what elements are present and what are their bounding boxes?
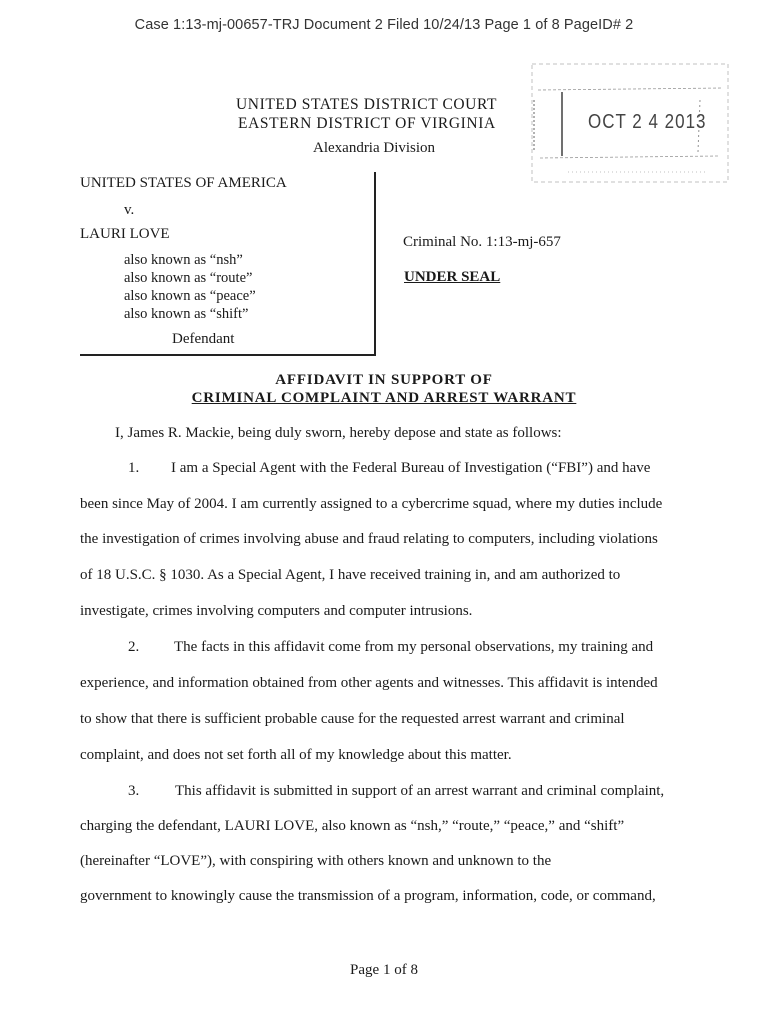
caption-defendant: LAURI LOVE — [80, 226, 170, 242]
paragraph-line: charging the defendant, LAURI LOVE, also known as “nsh,” “route,” “peace,” and “shift” — [80, 818, 625, 834]
caption-alias: also known as “route” — [124, 270, 253, 286]
caption-divider-horizontal — [80, 354, 376, 356]
paragraph-line: investigate, crimes involving computers and computer intrusions. — [80, 603, 473, 619]
caption-divider-vertical — [374, 172, 376, 354]
caption-alias: also known as “shift” — [124, 306, 249, 322]
court-name-line1: UNITED STATES DISTRICT COURT — [236, 96, 498, 113]
paragraph-line: complaint, and does not set forth all of my knowledge about this matter. — [80, 747, 512, 763]
paragraph-line: (hereinafter “LOVE”), with conspiring with others known and unknown to the — [80, 853, 552, 869]
document-title-line1: AFFIDAVIT IN SUPPORT OF — [275, 372, 493, 388]
criminal-number: Criminal No. 1:13-mj-657 — [403, 234, 561, 250]
intro-paragraph: I, James R. Mackie, being duly sworn, hereby depose and state as follows: — [115, 425, 562, 441]
paragraph-number: 2. — [128, 639, 140, 655]
caption-defendant-label: Defendant — [172, 331, 235, 347]
court-name-line2: EASTERN DISTRICT OF VIRGINIA — [238, 115, 496, 132]
paragraph-line: The facts in this affidavit come from my personal observations, my training and — [174, 639, 654, 655]
paragraph-line: experience, and information obtained from other agents and witnesses. This affidavit is intended — [80, 675, 658, 691]
document-title-line2: CRIMINAL COMPLAINT AND ARREST WARRANT — [191, 390, 577, 406]
paragraph-line: to show that there is sufficient probable cause for the requested arrest warrant and criminal — [80, 711, 625, 727]
paragraph-line: This affidavit is submitted in support of an arrest warrant and criminal complaint, — [175, 783, 665, 799]
paragraph-number: 3. — [128, 783, 140, 799]
paragraph-line: government to knowingly cause the transmission of a program, information, code, or command, — [80, 888, 656, 904]
caption-plaintiff: UNITED STATES OF AMERICA — [80, 175, 287, 191]
caption-alias: also known as “peace” — [124, 288, 256, 304]
paragraph-line: I am a Special Agent with the Federal Bureau of Investigation (“FBI”) and have — [171, 460, 651, 476]
under-seal-label: UNDER SEAL — [404, 269, 501, 285]
court-division: Alexandria Division — [313, 140, 436, 156]
paragraph-number: 1. — [128, 460, 140, 476]
caption-alias: also known as “nsh” — [124, 252, 243, 268]
filed-stamp-date: OCT 2 4 2013 — [588, 110, 707, 133]
paragraph-line: the investigation of crimes involving abuse and fraud relating to computers, including violations — [80, 531, 658, 547]
page-number: Page 1 of 8 — [350, 962, 418, 978]
paragraph-line: been since May of 2004. I am currently assigned to a cybercrime squad, where my duties include — [80, 496, 663, 512]
paragraph-line: of 18 U.S.C. § 1030. As a Special Agent, I have received training in, and am authorized to — [80, 567, 621, 583]
case-header: Case 1:13-mj-00657-TRJ Document 2 Filed 10/24/13 Page 1 of 8 PageID# 2 — [134, 17, 634, 33]
caption-versus: v. — [124, 202, 135, 218]
